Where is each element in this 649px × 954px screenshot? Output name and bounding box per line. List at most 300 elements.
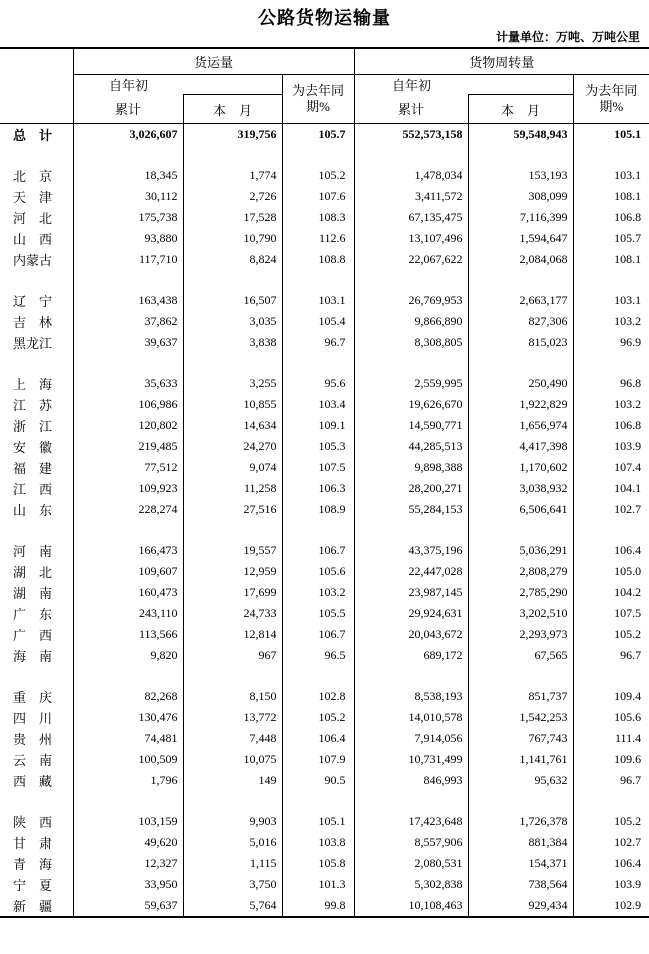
row-label: 安 徽 — [0, 436, 73, 457]
table-row — [0, 561, 649, 582]
spacer-row — [0, 353, 649, 373]
cell-value: 44,285,513 — [354, 436, 468, 457]
cell-value: 2,080,531 — [354, 853, 468, 874]
cell-value: 43,375,196 — [354, 540, 468, 561]
spacer-cell — [573, 145, 649, 165]
cell-value: 24,270 — [183, 436, 282, 457]
header-cumulative-1: 累计 — [73, 95, 183, 124]
cell-value: 106.3 — [282, 478, 354, 499]
cell-value: 22,067,622 — [354, 249, 468, 270]
cell-value: 2,785,290 — [468, 582, 573, 603]
row-label: 辽 宁 — [0, 290, 73, 311]
cell-value: 106,986 — [73, 394, 183, 415]
row-label: 山 西 — [0, 228, 73, 249]
cell-value: 4,417,398 — [468, 436, 573, 457]
cell-value: 1,542,253 — [468, 707, 573, 728]
cell-value: 10,790 — [183, 228, 282, 249]
cell-value: 19,557 — [183, 540, 282, 561]
cell-value: 105.2 — [614, 627, 642, 641]
total-row — [0, 124, 649, 146]
cell-value: 3,202,510 — [468, 603, 573, 624]
cell-value: 96.7 — [620, 773, 642, 787]
row-label: 湖 北 — [0, 561, 73, 582]
cell-value: 851,737 — [468, 686, 573, 707]
cell-value: 2,663,177 — [468, 290, 573, 311]
spacer-cell — [354, 666, 468, 686]
row-label: 西 藏 — [0, 770, 73, 791]
cell-value: 108.9 — [282, 499, 354, 520]
cell-value: 846,993 — [354, 770, 468, 791]
row-label: 河 北 — [0, 207, 73, 228]
cell-value: 117,710 — [73, 249, 183, 270]
header-yoy-line2: 期% — [599, 99, 624, 114]
cell-value: 101.3 — [282, 874, 354, 895]
row-label: 重 庆 — [0, 686, 73, 707]
row-label: 甘 肃 — [0, 832, 73, 853]
cell-value: 929,434 — [468, 895, 573, 917]
cell-value: 10,855 — [183, 394, 282, 415]
cell-value: 219,485 — [73, 436, 183, 457]
spacer-cell — [73, 270, 183, 290]
cell-value: 112.6 — [282, 228, 354, 249]
row-label: 宁 夏 — [0, 874, 73, 895]
spacer-cell — [183, 791, 282, 811]
row-label: 云 南 — [0, 749, 73, 770]
table-row — [0, 853, 649, 874]
cell-value: 107.4 — [614, 460, 642, 474]
spacer-cell — [282, 270, 354, 290]
cell-value: 3,255 — [183, 373, 282, 394]
cell-value: 105.0 — [614, 564, 642, 578]
cell-value: 308,099 — [468, 186, 573, 207]
cell-value: 14,634 — [183, 415, 282, 436]
table-row — [0, 415, 649, 436]
table-row — [0, 165, 649, 186]
cell-value: 153,193 — [468, 165, 573, 186]
cell-value: 59,548,943 — [468, 124, 573, 146]
cell-value: 105.1 — [282, 811, 354, 832]
cell-value: 1,594,647 — [468, 228, 573, 249]
cell-value: 2,084,068 — [468, 249, 573, 270]
cell-value: 3,035 — [183, 311, 282, 332]
cell-value: 33,950 — [73, 874, 183, 895]
cell-value: 113,566 — [73, 624, 183, 645]
spacer-cell — [0, 666, 73, 686]
cell-value: 37,862 — [73, 311, 183, 332]
cell-value: 5,016 — [183, 832, 282, 853]
cell-value: 1,726,378 — [468, 811, 573, 832]
spacer-row — [0, 270, 649, 290]
cell-value: 103,159 — [73, 811, 183, 832]
cell-value: 104.2 — [614, 585, 642, 599]
spacer-cell — [573, 270, 649, 290]
cell-value: 103.2 — [614, 314, 642, 328]
header-group-freight-volume: 货运量 — [73, 48, 354, 75]
cell-value: 108.8 — [282, 249, 354, 270]
cell-value: 13,772 — [183, 707, 282, 728]
cell-value: 5,302,838 — [354, 874, 468, 895]
cell-value: 6,506,641 — [468, 499, 573, 520]
spacer-cell — [468, 353, 573, 373]
cell-value: 103.9 — [614, 877, 642, 891]
cell-value: 29,924,631 — [354, 603, 468, 624]
cell-value: 827,306 — [468, 311, 573, 332]
cell-value: 160,473 — [73, 582, 183, 603]
table-row — [0, 207, 649, 228]
cell-value: 107.5 — [614, 606, 642, 620]
cell-value: 82,268 — [73, 686, 183, 707]
cell-value: 228,274 — [73, 499, 183, 520]
row-label: 福 建 — [0, 457, 73, 478]
cell-value: 108.3 — [282, 207, 354, 228]
header-yoy-line2: 期% — [306, 99, 330, 114]
cell-value: 3,026,607 — [73, 124, 183, 146]
header-cumulative-2: 累计 — [354, 95, 468, 124]
cell-value: 27,516 — [183, 499, 282, 520]
cell-value: 30,112 — [73, 186, 183, 207]
cell-value: 3,038,932 — [468, 478, 573, 499]
cell-value: 77,512 — [73, 457, 183, 478]
row-label: 总 计 — [0, 124, 73, 146]
cell-value: 10,108,463 — [354, 895, 468, 917]
cell-value: 103.1 — [614, 168, 642, 182]
cell-value: 90.5 — [282, 770, 354, 791]
cell-value: 107.9 — [282, 749, 354, 770]
header-group-freight-turnover: 货物周转量 — [354, 48, 649, 75]
cell-value: 10,075 — [183, 749, 282, 770]
spacer-cell — [354, 520, 468, 540]
cell-value: 24,733 — [183, 603, 282, 624]
spacer-cell — [468, 791, 573, 811]
cell-value: 55,284,153 — [354, 499, 468, 520]
cell-value: 881,384 — [468, 832, 573, 853]
cell-value: 102.7 — [614, 502, 642, 516]
spacer-cell — [468, 270, 573, 290]
table-row — [0, 707, 649, 728]
unit-note: 计量单位：万吨、万吨公里 — [495, 30, 640, 44]
spacer-cell — [0, 520, 73, 540]
cell-value: 5,764 — [183, 895, 282, 917]
cell-value: 2,559,995 — [354, 373, 468, 394]
cell-value: 552,573,158 — [354, 124, 468, 146]
cell-value: 105.6 — [614, 710, 642, 724]
row-label: 黑龙江 — [0, 332, 73, 353]
spacer-cell — [0, 791, 73, 811]
spacer-row — [0, 666, 649, 686]
cell-value: 103.4 — [282, 394, 354, 415]
cell-value: 2,808,279 — [468, 561, 573, 582]
cell-value: 106.4 — [282, 728, 354, 749]
cell-value: 13,107,496 — [354, 228, 468, 249]
spacer-cell — [354, 270, 468, 290]
cell-value: 767,743 — [468, 728, 573, 749]
cell-value: 106.8 — [614, 210, 642, 224]
cell-value: 49,620 — [73, 832, 183, 853]
cell-value: 105.8 — [282, 853, 354, 874]
cell-value: 8,557,906 — [354, 832, 468, 853]
cell-value: 96.8 — [620, 376, 642, 390]
row-label: 新 疆 — [0, 895, 73, 917]
cell-value: 102.7 — [614, 835, 642, 849]
header-row-groups — [0, 48, 649, 75]
table-row — [0, 457, 649, 478]
cell-value: 105.4 — [282, 311, 354, 332]
table-row — [0, 874, 649, 895]
row-label: 天 津 — [0, 186, 73, 207]
spacer-cell — [73, 520, 183, 540]
cell-value: 243,110 — [73, 603, 183, 624]
table-row — [0, 228, 649, 249]
cell-value: 103.1 — [614, 293, 642, 307]
table-row — [0, 811, 649, 832]
spacer-row — [0, 520, 649, 540]
cell-value: 96.9 — [620, 335, 642, 349]
header-row-since — [0, 75, 649, 95]
freight-table — [0, 47, 649, 918]
cell-value: 1,774 — [183, 165, 282, 186]
row-label: 青 海 — [0, 853, 73, 874]
header-yoy-line1: 为去年同 — [585, 83, 638, 98]
cell-value: 67,565 — [468, 645, 573, 666]
header-yoy-2 — [573, 75, 649, 124]
cell-value: 105.3 — [282, 436, 354, 457]
header-this-month-2: 本 月 — [468, 95, 573, 124]
row-label: 广 西 — [0, 624, 73, 645]
cell-value: 1,656,974 — [468, 415, 573, 436]
spacer-cell — [0, 145, 73, 165]
cell-value: 26,769,953 — [354, 290, 468, 311]
cell-value: 93,880 — [73, 228, 183, 249]
cell-value: 105.5 — [282, 603, 354, 624]
cell-value: 105.2 — [282, 707, 354, 728]
cell-value: 3,411,572 — [354, 186, 468, 207]
spacer-cell — [0, 353, 73, 373]
row-label: 四 川 — [0, 707, 73, 728]
table-header — [0, 48, 649, 124]
cell-value: 104.1 — [614, 481, 642, 495]
cell-value: 23,987,145 — [354, 582, 468, 603]
spacer-cell — [573, 353, 649, 373]
cell-value: 109,607 — [73, 561, 183, 582]
cell-value: 2,726 — [183, 186, 282, 207]
spacer-cell — [354, 145, 468, 165]
cell-value: 149 — [183, 770, 282, 791]
cell-value: 967 — [183, 645, 282, 666]
row-label: 江 苏 — [0, 394, 73, 415]
spacer-cell — [573, 791, 649, 811]
cell-value: 9,074 — [183, 457, 282, 478]
cell-value: 130,476 — [73, 707, 183, 728]
spacer-cell — [468, 520, 573, 540]
cell-value: 108.1 — [614, 252, 642, 266]
spacer-cell — [73, 666, 183, 686]
table-row — [0, 499, 649, 520]
row-label: 湖 南 — [0, 582, 73, 603]
cell-value: 12,959 — [183, 561, 282, 582]
header-since-year-start-label: 自年初 — [108, 78, 148, 93]
cell-value: 8,150 — [183, 686, 282, 707]
cell-value: 154,371 — [468, 853, 573, 874]
cell-value: 1,170,602 — [468, 457, 573, 478]
cell-value: 107.6 — [282, 186, 354, 207]
cell-value: 7,116,399 — [468, 207, 573, 228]
spacer-cell — [73, 145, 183, 165]
cell-value: 111.4 — [614, 731, 642, 745]
table-body — [0, 124, 649, 918]
cell-value: 74,481 — [73, 728, 183, 749]
spacer-cell — [573, 666, 649, 686]
table-row — [0, 373, 649, 394]
cell-value: 105.2 — [614, 814, 642, 828]
spacer-cell — [573, 520, 649, 540]
cell-value: 106.7 — [282, 540, 354, 561]
table-row — [0, 186, 649, 207]
cell-value: 1,922,829 — [468, 394, 573, 415]
cell-value: 17,528 — [183, 207, 282, 228]
table-row — [0, 895, 649, 917]
spacer-cell — [0, 270, 73, 290]
spacer-cell — [468, 145, 573, 165]
cell-value: 14,010,578 — [354, 707, 468, 728]
spacer-row — [0, 791, 649, 811]
cell-value: 250,490 — [468, 373, 573, 394]
cell-value: 3,750 — [183, 874, 282, 895]
spacer-cell — [73, 353, 183, 373]
cell-value: 103.2 — [614, 397, 642, 411]
row-label: 内蒙古 — [0, 249, 73, 270]
cell-value: 9,903 — [183, 811, 282, 832]
row-label: 陕 西 — [0, 811, 73, 832]
cell-value: 59,637 — [73, 895, 183, 917]
cell-value: 105.7 — [282, 124, 354, 146]
spacer-cell — [73, 791, 183, 811]
spacer-cell — [282, 791, 354, 811]
cell-value: 106.7 — [282, 624, 354, 645]
cell-value: 105.1 — [573, 124, 649, 146]
spacer-cell — [282, 520, 354, 540]
cell-value: 19,626,670 — [354, 394, 468, 415]
cell-value: 103.8 — [282, 832, 354, 853]
cell-value: 9,820 — [73, 645, 183, 666]
header-since-year-start-1 — [73, 75, 282, 95]
cell-value: 102.8 — [282, 686, 354, 707]
row-label: 江 西 — [0, 478, 73, 499]
cell-value: 738,564 — [468, 874, 573, 895]
cell-value: 107.5 — [282, 457, 354, 478]
cell-value: 99.8 — [282, 895, 354, 917]
row-label: 山 东 — [0, 499, 73, 520]
table-row — [0, 603, 649, 624]
row-label: 贵 州 — [0, 728, 73, 749]
table-row — [0, 332, 649, 353]
cell-value: 96.5 — [282, 645, 354, 666]
cell-value: 319,756 — [183, 124, 282, 146]
spacer-cell — [183, 666, 282, 686]
cell-value: 103.1 — [282, 290, 354, 311]
cell-value: 120,802 — [73, 415, 183, 436]
cell-value: 2,293,973 — [468, 624, 573, 645]
cell-value: 95,632 — [468, 770, 573, 791]
cell-value: 12,814 — [183, 624, 282, 645]
table-row — [0, 540, 649, 561]
header-yoy-1 — [282, 75, 354, 124]
table-row — [0, 832, 649, 853]
page-title: 公路货物运输量 — [258, 8, 391, 28]
table-row — [0, 645, 649, 666]
table-row — [0, 686, 649, 707]
spacer-cell — [183, 520, 282, 540]
cell-value: 9,898,388 — [354, 457, 468, 478]
table-row — [0, 249, 649, 270]
cell-value: 109.4 — [614, 689, 642, 703]
table-row — [0, 478, 649, 499]
header-since-year-start-2 — [354, 75, 573, 95]
row-label: 河 南 — [0, 540, 73, 561]
spacer-cell — [183, 270, 282, 290]
spacer-cell — [282, 353, 354, 373]
cell-value: 100,509 — [73, 749, 183, 770]
cell-value: 20,043,672 — [354, 624, 468, 645]
table-row — [0, 770, 649, 791]
row-label: 广 东 — [0, 603, 73, 624]
cell-value: 102.9 — [614, 898, 642, 912]
cell-value: 28,200,271 — [354, 478, 468, 499]
cell-value: 106.4 — [614, 856, 642, 870]
cell-value: 8,538,193 — [354, 686, 468, 707]
cell-value: 106.4 — [614, 543, 642, 557]
cell-value: 11,258 — [183, 478, 282, 499]
cell-value: 1,478,034 — [354, 165, 468, 186]
cell-value: 105.7 — [614, 231, 642, 245]
cell-value: 95.6 — [282, 373, 354, 394]
cell-value: 10,731,499 — [354, 749, 468, 770]
header-yoy-line1: 为去年同 — [292, 83, 345, 98]
table-row — [0, 394, 649, 415]
cell-value: 8,824 — [183, 249, 282, 270]
header-since-year-start-label: 自年初 — [392, 78, 432, 93]
cell-value: 39,637 — [73, 332, 183, 353]
cell-value: 109.1 — [282, 415, 354, 436]
cell-value: 18,345 — [73, 165, 183, 186]
table-row — [0, 749, 649, 770]
cell-value: 35,633 — [73, 373, 183, 394]
cell-value: 96.7 — [282, 332, 354, 353]
cell-value: 7,914,056 — [354, 728, 468, 749]
cell-value: 8,308,805 — [354, 332, 468, 353]
cell-value: 163,438 — [73, 290, 183, 311]
spacer-cell — [354, 791, 468, 811]
cell-value: 815,023 — [468, 332, 573, 353]
cell-value: 96.7 — [620, 648, 642, 662]
spacer-cell — [282, 145, 354, 165]
cell-value: 689,172 — [354, 645, 468, 666]
cell-value: 12,327 — [73, 853, 183, 874]
table-row — [0, 728, 649, 749]
table-row — [0, 624, 649, 645]
cell-value: 14,590,771 — [354, 415, 468, 436]
spacer-cell — [183, 145, 282, 165]
cell-value: 1,115 — [183, 853, 282, 874]
cell-value: 105.2 — [282, 165, 354, 186]
cell-value: 3,838 — [183, 332, 282, 353]
table-row — [0, 436, 649, 457]
cell-value: 9,866,890 — [354, 311, 468, 332]
spacer-cell — [354, 353, 468, 373]
table-row — [0, 582, 649, 603]
cell-value: 108.1 — [614, 189, 642, 203]
cell-value: 1,796 — [73, 770, 183, 791]
cell-value: 17,423,648 — [354, 811, 468, 832]
